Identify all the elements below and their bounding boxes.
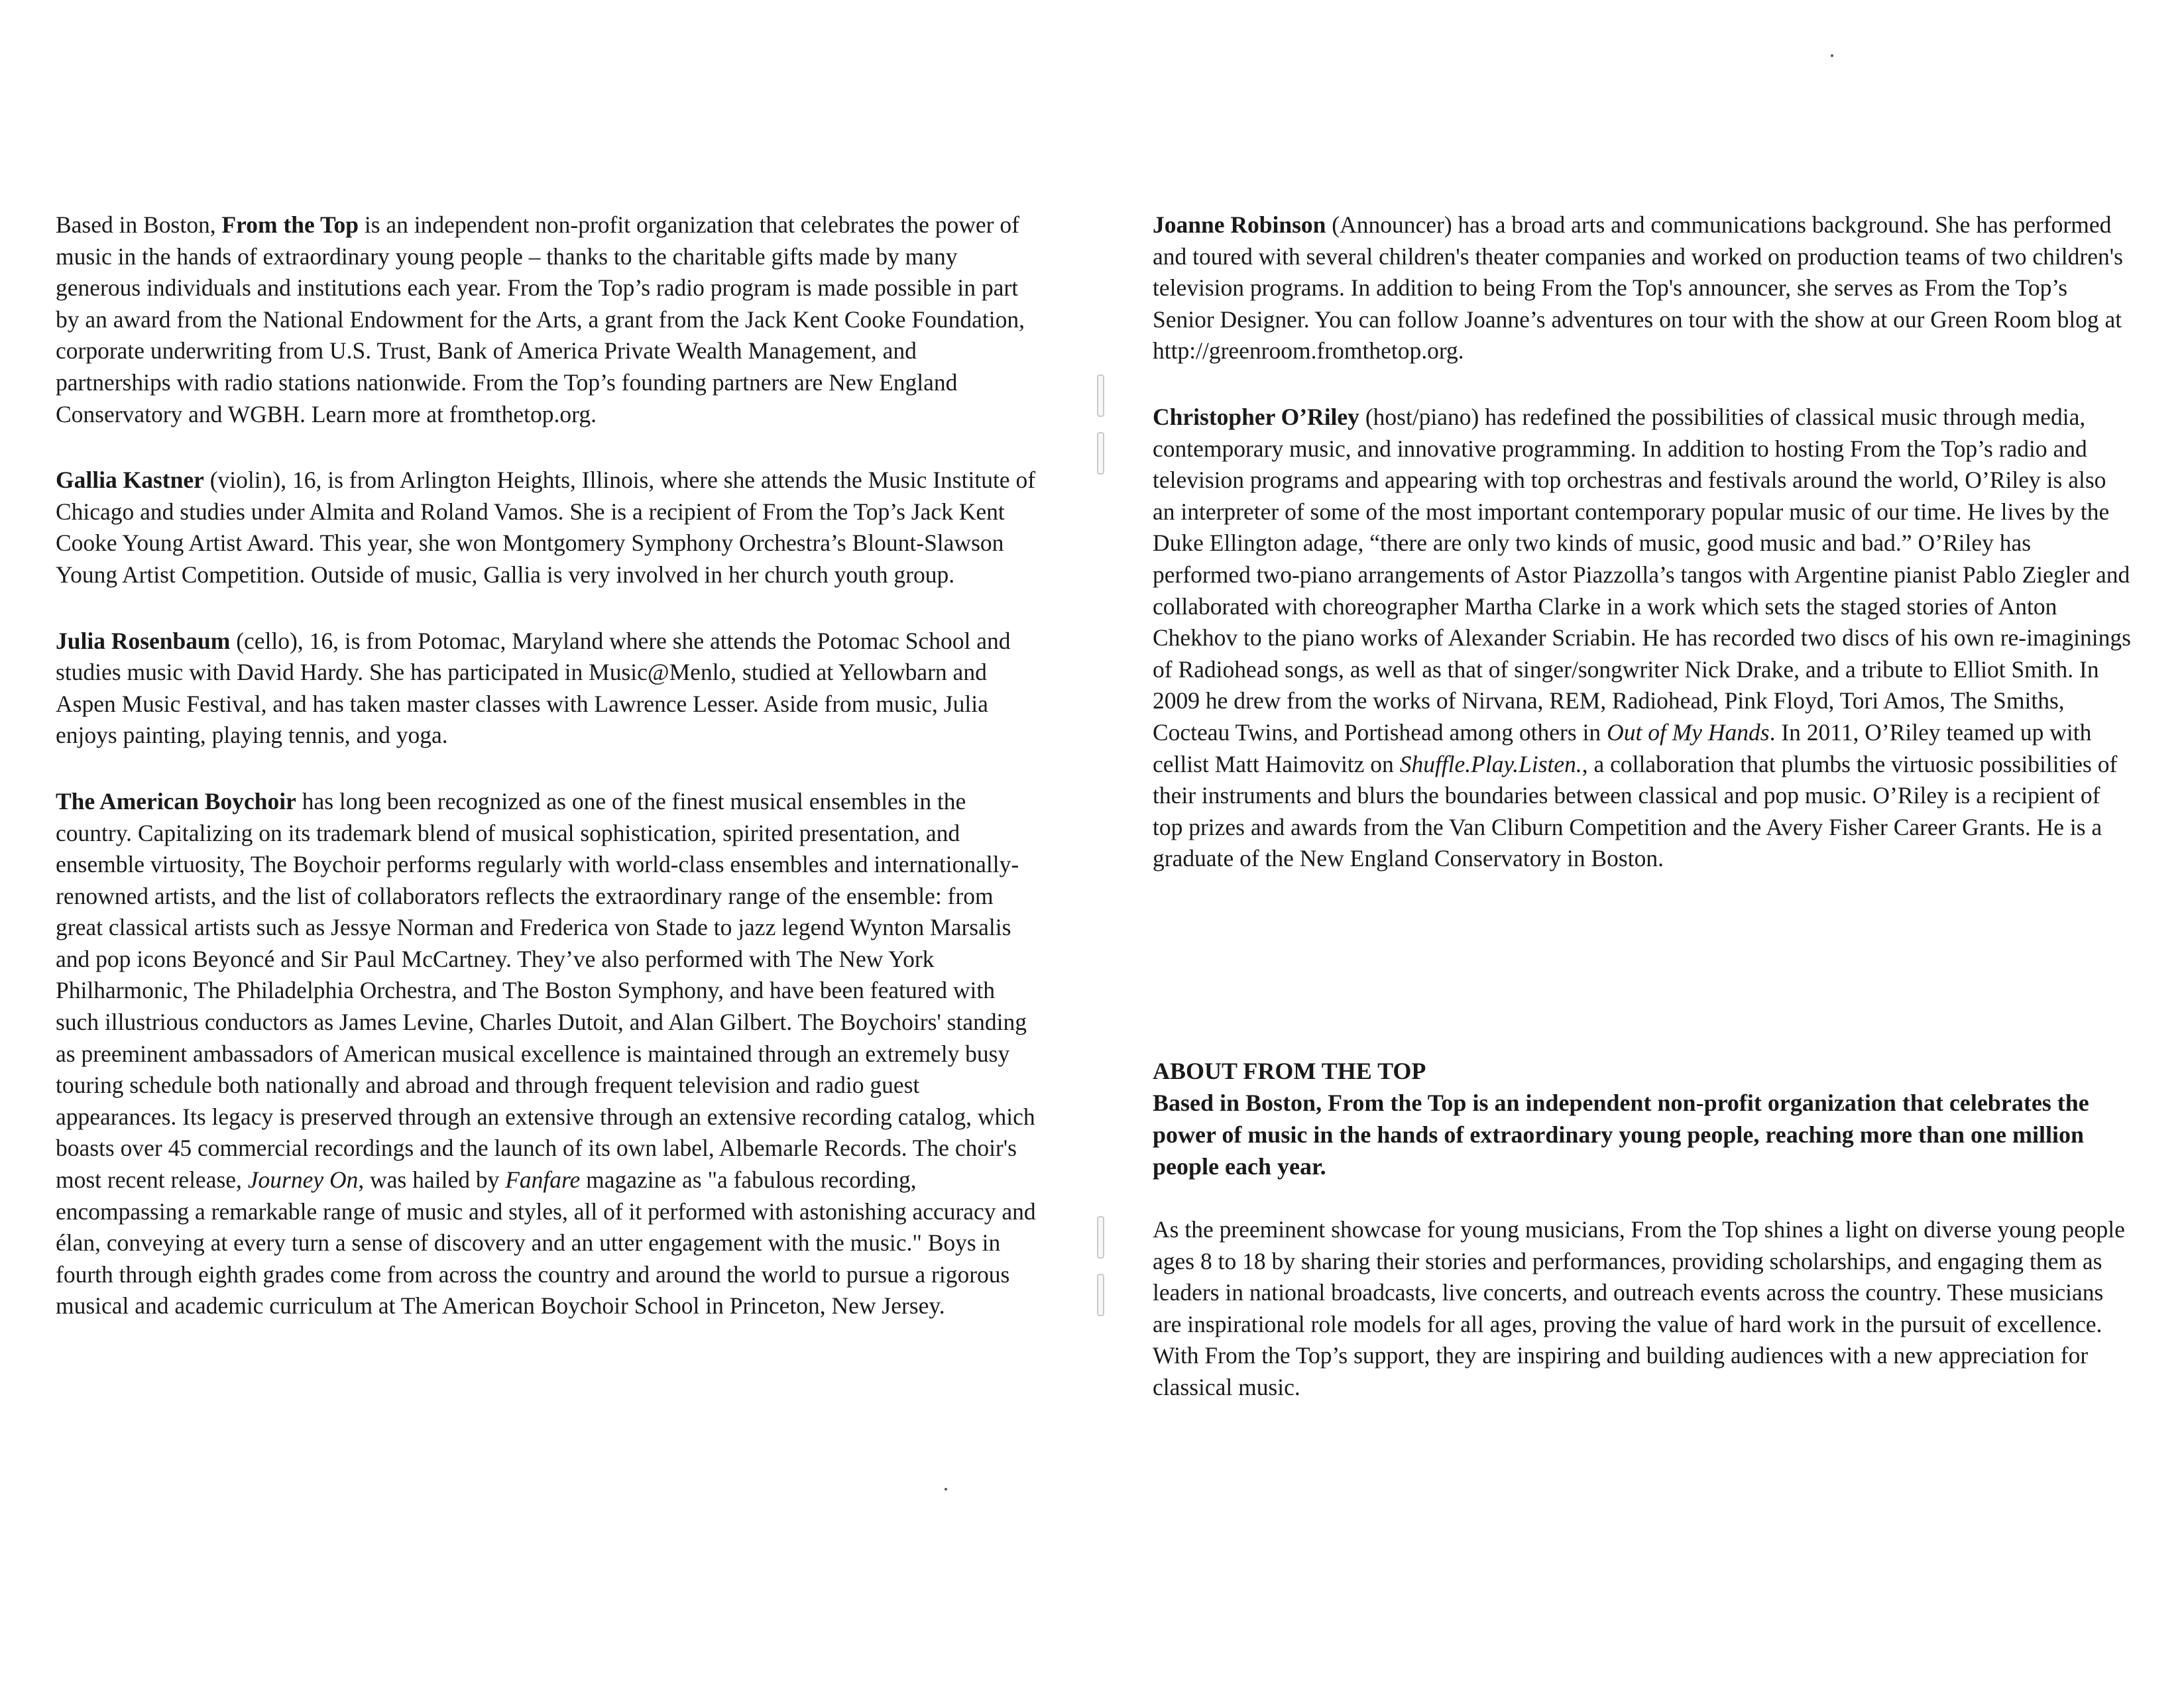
album-title: Out of My Hands — [1607, 718, 1770, 746]
magazine-title: Fanfare — [505, 1166, 581, 1194]
org-name: From the Top — [221, 211, 359, 238]
staple-mark-top — [1097, 374, 1104, 417]
performer-name: Christopher O’Riley — [1153, 403, 1359, 430]
about-lead: Based in Boston, From the Top is an independent non-profit organization that celebrates the power of music in the hands of extraordinary young people, reaching more than one million people each year. — [1153, 1090, 2089, 1180]
bio-gallia-kastner: Gallia Kastner (violin), 16, is from Arlington Heights, Illinois, where she attends the Music Institute of Chicago and studies under Almita and Roland Vamos. She is a recipient of From the Top’s Jack Kent Cooke Young Artist Award. This year, she won Montgomery Symphony Orchestra’s Blount-Slawson Young Artist Competition. Outside of music, Gallia is very involved in her church youth group. — [56, 467, 1036, 588]
staple-mark-bottom-lower — [1097, 1274, 1104, 1316]
left-column — [56, 209, 1037, 1357]
about-heading: ABOUT FROM THE TOP — [1153, 1058, 1426, 1084]
bio-julia-rosenbaum: Julia Rosenbaum (cello), 16, is from Potomac, Maryland where she attends the Potomac School and studies music with David Hardy. She has participated in Music@Menlo, studied at Yellowbarn and Aspen Music Festival, and has taken master classes with Lawrence Lesser. Aside from music, Julia enjoys painting, playing tennis, and yoga. — [56, 627, 1011, 749]
performer-name: The American Boychoir — [56, 787, 296, 815]
about-section — [1153, 1055, 2134, 1438]
about-body: As the preeminent showcase for young musicians, From the Top shines a light on diverse young people ages 8 to 18 by sharing their stories and performances, providing scholarships, and engaging them as leaders in national broadcasts, live concerts, and outreach events across the country. These musicians are inspirational role models for all ages, proving the value of hard work in the pursuit of excellence. With From the Top’s support, they are inspiring and building audiences with a new appreciation for classical music. — [1153, 1216, 2125, 1400]
scan-speck — [945, 1488, 947, 1491]
album-title: Shuffle.Play.Listen. — [1399, 750, 1582, 777]
bio-christopher-oriley: Christopher O’Riley (host/piano) has redefined the possibilities of classical music through media, contemporary music, and innovative programming. In addition to hosting From the Top’s radio and television programs and appearing with top orchestras and festivals around the world, O’Riley is also an interpreter of some of the most important contemporary popular music of our time. He lives by the Duke Ellington adage, “there are only two kinds of music, good music and bad.” O’Riley has performed two-piano arrangements of Astor Piazzolla’s tangos with Argentine pianist Pablo Ziegler and collaborated with choreographer Martha Clarke in a work which sets the staged stories of Anton Chekhov to the piano works of Alexander Scriabin. He has recorded two discs of his own re-imaginings of Radiohead songs, as well as that of singer/songwriter Nick Drake, and a tribute to Elliot Smith. In 2009 he drew from the works of Nirvana, REM, Radiohead, Pink Floyd, Tori Amos, The Smiths, Cocteau Twins, and Portishead among others in Out of My Hands. In 2011, O’Riley teamed up with cellist Matt Haimovitz on Shuffle.Play.Listen., a collaboration that plumbs the virtuosic possibilities of their instruments and blurs the boundaries between classical and pop music. O’Riley is a recipient of top prizes and awards from the Van Cliburn Competition and the Avery Fisher Career Grants. He is a graduate of the New England Conservatory in Boston. — [1153, 403, 2131, 872]
bio-american-boychoir: The American Boychoir has long been recognized as one of the finest musical ensembles in the country. Capitalizing on its trademark blend of musical sophistication, spirited presentation, and ensemble virtuosity, The Boychoir performs regularly with world-class ensembles and internationally-renowned artists, and the list of collaborators reflects the extraordinary range of the ensemble: from great classical artists such as Jessye Norman and Frederica von Stade to jazz legend Wynton Marsalis and pop icons Beyoncé and Sir Paul McCartney. They’ve also performed with The New York Philharmonic, The Philadelphia Orchestra, and The Boston Symphony, and have been featured with such illustrious conductors as James Levine, Charles Dutoit, and Alan Gilbert. The Boychoirs' standing as preeminent ambassadors of American musical excellence is maintained through an extremely busy touring schedule both nationally and abroad and through frequent television and radio guest appearances. Its legacy is preserved through an extensive through an extensive recording catalog, which boasts over 45 commercial recordings and the launch of its own label, Albemarle Records. The choir's most recent release, Journey On, was hailed by Fanfare magazine as "a fabulous recording, encompassing a remarkable range of music and styles, all of it performed with astonishing accuracy and élan, conveying at every turn a sense of discovery and an utter engagement with the music." Boys in fourth through eighth grades come from across the country and around the world to pursue a rigorous musical and academic curriculum at The American Boychoir School in Princeton, New Jersey. — [56, 787, 1036, 1320]
staple-mark-bottom — [1097, 1216, 1104, 1259]
bio-joanne-robinson: Joanne Robinson (Announcer) has a broad arts and communications background. She has performed and toured with several children's theater companies and worked on production teams of two children's television programs. In addition to being From the Top's announcer, she serves as From the Top’s Senior Designer. You can follow Joanne’s adventures on tour with the show at our Green Room blog at http://greenroom.fromthetop.org. — [1153, 211, 2123, 365]
performer-name: Julia Rosenbaum — [56, 627, 231, 654]
staple-mark-top-lower — [1097, 432, 1104, 475]
right-column — [1153, 209, 2134, 909]
performer-name: Gallia Kastner — [56, 467, 204, 494]
intro-paragraph: Based in Boston, From the Top is an independent non-profit organization that celebrates the power of music in the hands of extraordinary young people – thanks to the charitable gifts made by many generous individuals and institutions each year. From the Top’s radio program is made possible in part by an award from the National Endowment for the Arts, a grant from the Jack Kent Cooke Foundation, corporate underwriting from U.S. Trust, Bank of America Private Wealth Management, and partnerships with radio stations nationwide. From the Top’s founding partners are New England Conservatory and WGBH. Learn more at fromthetop.org. — [56, 211, 1025, 427]
scan-speck — [1831, 54, 1833, 57]
performer-name: Joanne Robinson — [1153, 211, 1326, 238]
album-title: Journey On — [247, 1166, 359, 1194]
